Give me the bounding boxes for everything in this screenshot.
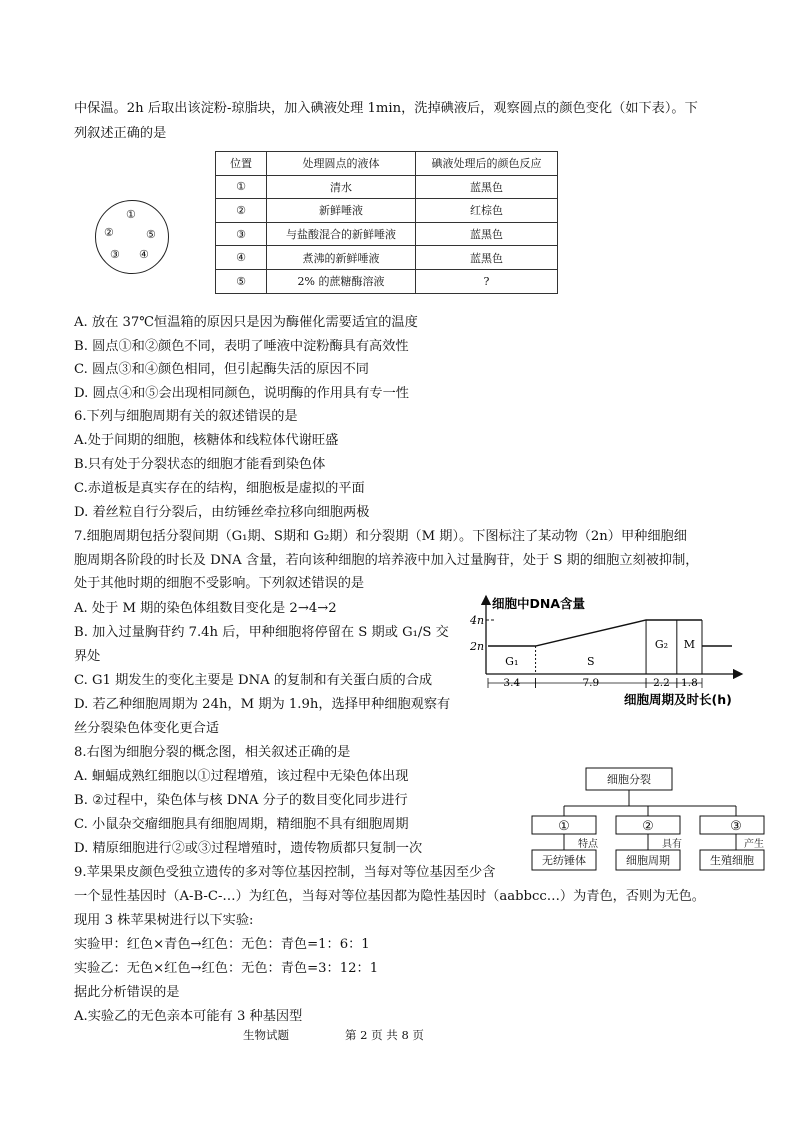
q7-stem-1: 7.细胞周期包括分裂间期（G₁期、S期和 G₂期）和分裂期（M 期）。下图标注了某动物（2n）甲种细胞细	[74, 529, 687, 544]
footer-page: 第 2 页 共 8 页	[345, 1028, 424, 1042]
q7-option-a: A. 处于 M 期的染色体组数目变化是 2→4→2	[74, 601, 337, 616]
q7-option-d-2: 丝分裂染色体变化更合适	[74, 721, 220, 736]
table-cell: 新鲜唾液	[267, 199, 416, 223]
table-cell: ?	[416, 269, 558, 293]
q7-option-b-2: 界处	[74, 649, 101, 664]
q9-ask: 据此分析错误的是	[74, 985, 180, 1000]
q9-stem-2: 一个显性基因时（A-B-C-…）为红色，当每对等位基因都为隐性基因时（aabbcc…）为青色，否则为无色。	[74, 889, 705, 904]
concept-node-3: ③	[730, 819, 742, 834]
q6-option-d: D. 着丝粒自行分裂后，由纺锤丝牵拉移向细胞两极	[74, 505, 370, 520]
q6-option-a: A.处于间期的细胞，核糖体和线粒体代谢旺盛	[74, 433, 339, 448]
concept-node-1: ①	[558, 819, 570, 834]
table-cell: 与盐酸混合的新鲜唾液	[267, 222, 416, 246]
duration-label: 1.8	[681, 677, 698, 689]
q6-option-c: C.赤道板是真实存在的结构，细胞板是虚拟的平面	[74, 481, 365, 496]
table-row	[216, 246, 558, 270]
dish-mark-3: ③	[110, 248, 120, 261]
q8-stem: 8.右图为细胞分裂的概念图，相关叙述正确的是	[74, 745, 351, 760]
q5-option-a: A. 放在 37℃恒温箱的原因只是因为酶催化需要适宜的温度	[74, 315, 418, 330]
table-cell: ⑤	[216, 269, 267, 293]
table-header: 处理圆点的液体	[267, 152, 416, 176]
phase-label: G₂	[654, 638, 669, 651]
table-header: 位置	[216, 152, 267, 176]
table-header-row	[216, 152, 558, 176]
y-tick-2n: 2n	[470, 640, 485, 653]
q9-option-a: A.实验乙的无色亲本可能有 3 种基因型	[74, 1009, 303, 1024]
table-cell: 煮沸的新鲜唾液	[267, 246, 416, 270]
concept-root: 细胞分裂	[607, 773, 651, 786]
y-axis-label: 细胞中DNA含量	[492, 596, 586, 611]
q5-option-d: D. 圆点④和⑤会出现相同颜色，说明酶的作用具有专一性	[74, 386, 409, 401]
duration-label: 2.2	[653, 677, 670, 689]
concept-leaf-1: 无纺锤体	[542, 854, 586, 867]
dish-mark-4: ④	[139, 248, 149, 261]
table-cell: 红棕色	[416, 199, 558, 223]
q5-option-b: B. 圆点①和②颜色不同，表明了唾液中淀粉酶具有高效性	[74, 339, 409, 354]
dna-content-chart	[464, 590, 754, 715]
duration-label: 7.9	[582, 677, 600, 689]
q7-option-c: C. G1 期发生的变化主要是 DNA 的复制和有关蛋白质的合成	[74, 673, 433, 688]
concept-leaf-3: 生殖细胞	[710, 854, 754, 867]
intro-line-2: 列叙述正确的是	[74, 126, 167, 141]
q7-stem-2: 胞周期各阶段的时长及 DNA 含量，若向该种细胞的培养液中加入过量胸苷，处于 S 期的细胞立刻被抑制，	[74, 553, 699, 568]
chart-marks	[488, 620, 732, 689]
table-cell: 清水	[267, 175, 416, 199]
concept-node-2: ②	[642, 819, 654, 834]
phase-label: S	[587, 655, 595, 668]
q8-option-c: C. 小鼠杂交瘤细胞具有细胞周期，精细胞不具有细胞周期	[74, 817, 409, 832]
dish-mark-2: ②	[104, 226, 114, 239]
table-cell: 蓝黑色	[416, 175, 558, 199]
table-cell: ②	[216, 199, 267, 223]
table-cell: 蓝黑色	[416, 222, 558, 246]
footer-subject: 生物试题	[243, 1028, 289, 1042]
table-cell: ①	[216, 175, 267, 199]
table-row	[216, 199, 558, 223]
petri-dish-diagram	[95, 200, 169, 274]
dish-mark-5: ⑤	[146, 228, 156, 241]
concept-relation-2: 具有	[662, 839, 682, 850]
phase-label: M	[683, 638, 696, 651]
table-cell: ④	[216, 246, 267, 270]
results-table	[215, 151, 558, 294]
table-row	[216, 222, 558, 246]
q9-experiment-1: 实验甲：红色×青色→红色：无色：青色=1：6：1	[74, 937, 370, 952]
table-row	[216, 269, 558, 293]
table-cell: 2% 的蔗糖酶溶液	[267, 269, 416, 293]
intro-line-1: 中保温。2h 后取出该淀粉-琼脂块，加入碘液处理 1min，洗掉碘液后，观察圆点的颜色变化（如下表）。下	[74, 101, 698, 116]
x-axis-label: 细胞周期及时长(h)	[624, 692, 732, 707]
q9-experiment-2: 实验乙：无色×红色→红色：无色：青色=3：12：1	[74, 961, 379, 976]
q6-stem: 6.下列与细胞周期有关的叙述错误的是	[74, 409, 298, 424]
table-cell: 蓝黑色	[416, 246, 558, 270]
q5-option-c: C. 圆点③和④颜色相同，但引起酶失活的原因不同	[74, 362, 369, 377]
q9-stem-3: 现用 3 株苹果树进行以下实验:	[74, 913, 254, 928]
q8-option-a: A. 蛔蝠成熟红细胞以①过程增殖，该过程中无染色体出现	[74, 769, 409, 784]
q7-stem-3: 处于其他时期的细胞不受影响。下列叙述错误的是	[74, 576, 365, 591]
table-header: 碘液处理后的颜色反应	[416, 152, 558, 176]
dna-content-line	[488, 620, 702, 646]
concept-relation-1: 特点	[578, 839, 598, 850]
q6-option-b: B.只有处于分裂状态的细胞才能看到染色体	[74, 457, 326, 472]
q7-option-b-1: B. 加入过量胸苷约 7.4h 后，甲种细胞将停留在 S 期或 G₁/S 交	[74, 625, 449, 640]
table-row	[216, 175, 558, 199]
duration-label: 3.4	[503, 677, 521, 689]
concept-relation-3: 产生	[744, 839, 764, 850]
dish-mark-1: ①	[126, 208, 136, 221]
q8-option-d: D. 精原细胞进行②或③过程增殖时，遗传物质都只复制一次	[74, 841, 423, 856]
y-tick-4n: 4n	[470, 614, 485, 627]
table-cell: ③	[216, 222, 267, 246]
cell-division-concept-map	[528, 766, 768, 876]
phase-label: G₁	[505, 655, 519, 668]
q8-option-b: B. ②过程中，染色体与核 DNA 分子的数目变化同步进行	[74, 793, 408, 808]
q9-stem-1: 9.苹果果皮颜色受独立遗传的多对等位基因控制，当每对等位基因至少含	[74, 865, 496, 880]
q7-option-d-1: D. 若乙种细胞周期为 24h，M 期为 1.9h，选择甲种细胞观察有	[74, 697, 451, 712]
concept-leaf-2: 细胞周期	[626, 854, 670, 867]
